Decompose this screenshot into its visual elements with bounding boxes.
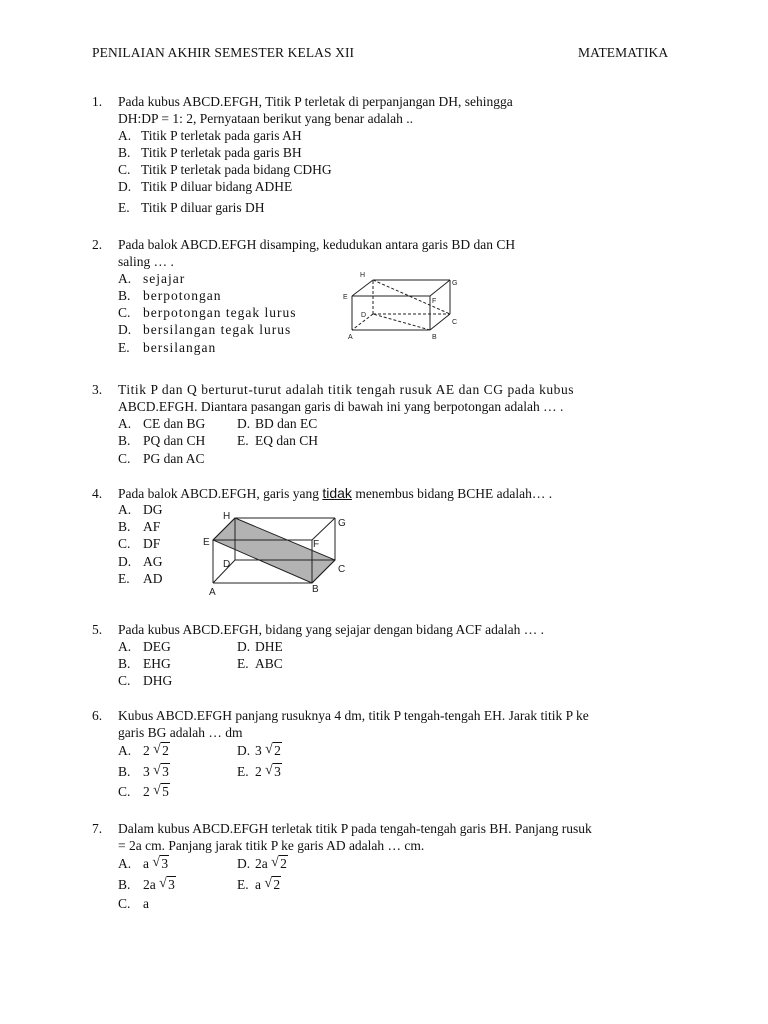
radical-sign: √ bbox=[153, 763, 161, 778]
square-root bbox=[265, 742, 282, 759]
option-value bbox=[143, 855, 169, 872]
question-text: Pada balok ABCD.EFGH disamping, kedudukan antara garis BD dan CH bbox=[118, 237, 516, 252]
option-letter: D. bbox=[237, 743, 251, 758]
option-text: bersilangan tegak lurus bbox=[143, 322, 292, 337]
square-root bbox=[152, 855, 169, 872]
question-text: ABCD.EFGH. Diantara pasangan garis di bawah ini yang berpotongan adalah … . bbox=[118, 399, 564, 414]
radical-sign: √ bbox=[264, 876, 273, 891]
option-value bbox=[143, 763, 170, 780]
option-letter: A. bbox=[118, 416, 132, 431]
radicand: 3 bbox=[274, 764, 281, 779]
vertex-label-A: A bbox=[209, 587, 216, 598]
square-root bbox=[159, 876, 176, 893]
option-text: EQ dan CH bbox=[255, 433, 318, 448]
coefficient: a bbox=[255, 877, 261, 892]
question-text: Pada kubus ABCD.EFGH, bidang yang sejajar dengan bidang ACF adalah … . bbox=[118, 622, 544, 637]
question-text bbox=[118, 485, 552, 502]
question-number: 5. bbox=[92, 622, 103, 637]
option-text: DF bbox=[143, 536, 161, 551]
option-letter: B. bbox=[118, 764, 131, 779]
coefficient: 2a bbox=[143, 877, 156, 892]
option-letter: B. bbox=[118, 877, 131, 892]
option-text: Titik P diluar bidang ADHE bbox=[141, 179, 293, 194]
option-letter: C. bbox=[118, 784, 131, 799]
option-text: PQ dan CH bbox=[143, 433, 206, 448]
question-text: Titik P dan Q berturut-turut adalah titik tengah rusuk AE dan CG pada kubus bbox=[118, 382, 575, 397]
radical-sign: √ bbox=[153, 742, 161, 757]
option-text: Titik P terletak pada bidang CDHG bbox=[141, 162, 332, 177]
option-letter: E. bbox=[237, 877, 249, 892]
question-number: 7. bbox=[92, 821, 103, 836]
coefficient: 2 bbox=[143, 743, 150, 758]
coefficient: 3 bbox=[143, 764, 150, 779]
option-text: berpotongan tegak lurus bbox=[143, 305, 297, 320]
question-text: Kubus ABCD.EFGH panjang rusuknya 4 dm, titik P tengah-tengah EH. Jarak titik P ke bbox=[118, 708, 589, 723]
radicand: 2 bbox=[274, 743, 281, 758]
question-text: garis BG adalah … dm bbox=[118, 725, 243, 740]
option-letter: D. bbox=[237, 416, 251, 431]
option-text: DEG bbox=[143, 639, 171, 654]
option-value bbox=[143, 742, 170, 759]
radical-sign: √ bbox=[265, 742, 273, 757]
square-root bbox=[153, 742, 170, 759]
header-subject: MATEMATIKA bbox=[578, 45, 669, 60]
question-text-post: menembus bidang BCHE adalah… . bbox=[351, 486, 553, 501]
square-root bbox=[153, 783, 170, 800]
radicand: 3 bbox=[168, 877, 175, 892]
vertex-label-E: E bbox=[343, 294, 348, 301]
option-text: ABC bbox=[255, 656, 283, 671]
edge-BC bbox=[430, 314, 450, 330]
coefficient: 2 bbox=[143, 784, 150, 799]
question-number: 1. bbox=[92, 94, 103, 109]
vertex-label-G: G bbox=[452, 280, 458, 287]
radicand: 5 bbox=[162, 784, 169, 799]
header-title: PENILAIAN AKHIR SEMESTER KELAS XII bbox=[92, 45, 355, 60]
option-letter: A. bbox=[118, 856, 132, 871]
vertex-label-G: G bbox=[338, 518, 346, 529]
option-value bbox=[255, 855, 288, 872]
question-number: 3. bbox=[92, 382, 103, 397]
option-text: AG bbox=[143, 554, 163, 569]
option-letter: E. bbox=[118, 340, 130, 355]
option-text: BD dan EC bbox=[255, 416, 318, 431]
question-text-pre: Pada balok ABCD.EFGH, garis yang bbox=[118, 486, 323, 501]
option-text: bersilangan bbox=[143, 340, 217, 355]
option-letter: B. bbox=[118, 519, 131, 534]
radical-sign: √ bbox=[159, 876, 167, 891]
option-letter: A. bbox=[118, 743, 132, 758]
option-letter: E. bbox=[237, 656, 249, 671]
cuboid-figure-q2 bbox=[340, 268, 465, 346]
coefficient: 3 bbox=[255, 743, 262, 758]
question-text-emphasis: tidak bbox=[322, 485, 352, 501]
option-letter: D. bbox=[118, 179, 132, 194]
edge-FG bbox=[430, 280, 450, 296]
option-value: a bbox=[143, 896, 149, 911]
option-letter: E. bbox=[237, 764, 249, 779]
question-text: saling … . bbox=[118, 254, 174, 269]
option-letter: D. bbox=[118, 322, 132, 337]
option-letter: B. bbox=[118, 656, 131, 671]
square-root bbox=[271, 855, 288, 872]
option-text: EHG bbox=[143, 656, 171, 671]
option-text: AF bbox=[143, 519, 161, 534]
option-letter: A. bbox=[118, 639, 132, 654]
question-text: Pada kubus ABCD.EFGH, Titik P terletak di perpanjangan DH, sehingga bbox=[118, 94, 513, 109]
radicand: 3 bbox=[162, 764, 169, 779]
edge-EH bbox=[352, 280, 373, 296]
vertex-label-C: C bbox=[452, 319, 458, 326]
option-letter: D. bbox=[237, 639, 251, 654]
edge-FG bbox=[312, 518, 335, 540]
option-letter: B. bbox=[118, 433, 131, 448]
option-letter: C. bbox=[118, 162, 131, 177]
plane-BCHE bbox=[213, 518, 335, 583]
option-letter: C. bbox=[118, 536, 131, 551]
vertex-label-B: B bbox=[312, 584, 319, 595]
vertex-label-H: H bbox=[223, 511, 231, 522]
option-text: Titik P terletak pada garis BH bbox=[141, 145, 302, 160]
option-value bbox=[255, 742, 282, 759]
option-letter: D. bbox=[237, 856, 251, 871]
question-number: 2. bbox=[92, 237, 103, 252]
radicand: 3 bbox=[161, 856, 169, 871]
vertex-label-D: D bbox=[361, 312, 367, 319]
option-letter: B. bbox=[118, 145, 131, 160]
radical-sign: √ bbox=[271, 855, 279, 870]
option-text: CE dan BG bbox=[143, 416, 206, 431]
question-text: Dalam kubus ABCD.EFGH terletak titik P pada tengah-tengah garis BH. Panjang rusuk bbox=[118, 821, 592, 836]
option-letter: E. bbox=[118, 200, 130, 215]
option-text: DHE bbox=[255, 639, 283, 654]
coefficient: a bbox=[143, 856, 149, 871]
option-letter: C. bbox=[118, 673, 131, 688]
vertex-label-A: A bbox=[348, 334, 353, 341]
option-letter: C. bbox=[118, 305, 131, 320]
option-letter: A. bbox=[118, 502, 132, 517]
option-letter: C. bbox=[118, 451, 131, 466]
option-value bbox=[255, 876, 281, 893]
option-letter: C. bbox=[118, 896, 131, 911]
vertex-label-F: F bbox=[313, 539, 320, 550]
option-text: DHG bbox=[143, 673, 173, 688]
vertex-label-F: F bbox=[432, 298, 437, 305]
square-root bbox=[264, 876, 281, 893]
option-value bbox=[143, 876, 176, 893]
question-number: 4. bbox=[92, 486, 103, 501]
radical-sign: √ bbox=[153, 783, 161, 798]
radicand: 2 bbox=[273, 877, 281, 892]
radicand: 2 bbox=[162, 743, 169, 758]
option-letter: D. bbox=[118, 554, 132, 569]
option-value bbox=[143, 783, 170, 800]
cuboid-figure-q4 bbox=[200, 508, 355, 600]
option-letter: E. bbox=[118, 571, 130, 586]
square-root bbox=[265, 763, 282, 780]
option-letter: A. bbox=[118, 128, 132, 143]
option-text: PG dan AC bbox=[143, 451, 205, 466]
option-text: Titik P terletak pada garis AH bbox=[141, 128, 302, 143]
option-letter: E. bbox=[237, 433, 249, 448]
radical-sign: √ bbox=[152, 855, 161, 870]
vertex-label-H: H bbox=[360, 272, 366, 279]
coefficient: 2a bbox=[255, 856, 268, 871]
diagonal-BD bbox=[373, 314, 430, 330]
option-letter: A. bbox=[118, 271, 132, 286]
coefficient: 2 bbox=[255, 764, 262, 779]
option-text: DG bbox=[143, 502, 163, 517]
question-text: = 2a cm. Panjang jarak titik P ke garis AD adalah … cm. bbox=[118, 838, 425, 853]
option-letter: B. bbox=[118, 288, 131, 303]
vertex-label-C: C bbox=[338, 564, 346, 575]
radicand: 2 bbox=[280, 856, 287, 871]
radical-sign: √ bbox=[265, 763, 273, 778]
question-number: 6. bbox=[92, 708, 103, 723]
option-text: berpotongan bbox=[143, 288, 222, 303]
option-text: AD bbox=[143, 571, 163, 586]
option-text: sejajar bbox=[143, 271, 186, 286]
diagonal-CH bbox=[373, 280, 450, 314]
vertex-label-E: E bbox=[203, 537, 210, 548]
square-root bbox=[153, 763, 170, 780]
option-value bbox=[255, 763, 282, 780]
vertex-label-B: B bbox=[432, 334, 437, 341]
option-text: Titik P diluar garis DH bbox=[141, 200, 265, 215]
vertex-label-D: D bbox=[223, 559, 231, 570]
question-text: DH:DP = 1: 2, Pernyataan berikut yang benar adalah .. bbox=[118, 111, 414, 126]
